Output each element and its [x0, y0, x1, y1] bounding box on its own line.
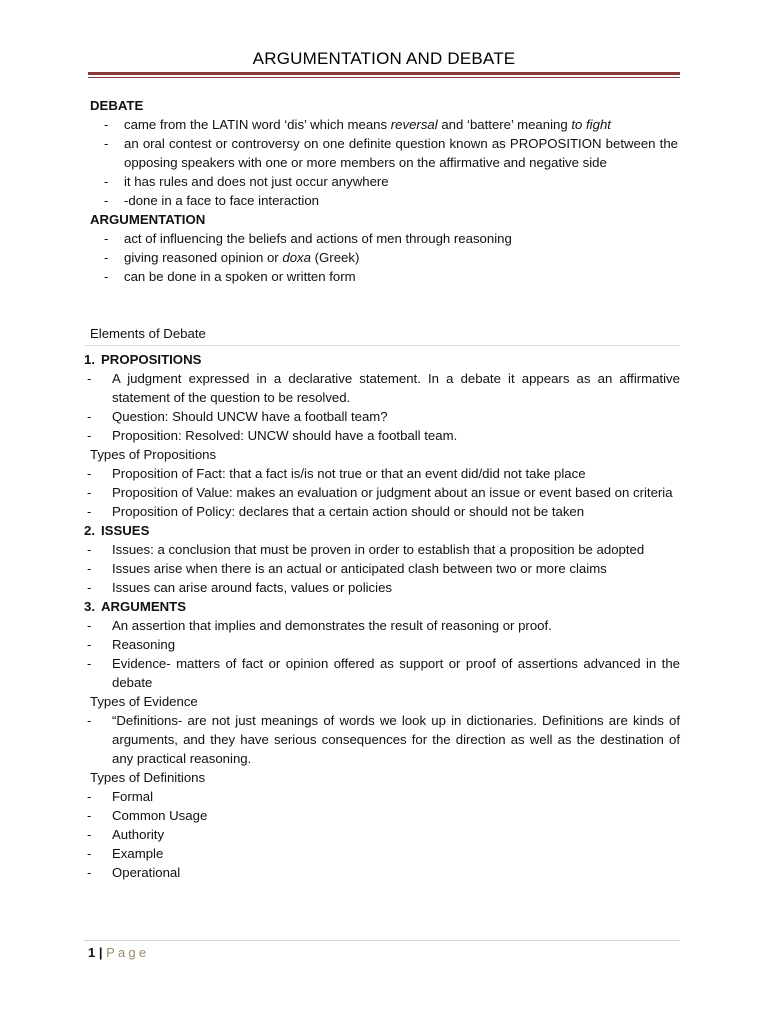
list-item: - Formal: [84, 787, 680, 806]
list-item: - Example: [84, 844, 680, 863]
list-item: - -done in a face to face interaction: [90, 191, 678, 210]
emphasis-text: to fight: [571, 117, 611, 132]
section-title: PROPOSITIONS: [101, 352, 202, 367]
list-item: - Operational: [84, 863, 680, 882]
list-item: - Proposition of Fact: that a fact is/is not true or that an event did/did not take place: [84, 464, 680, 483]
list-item: - An assertion that implies and demonstrates the result of reasoning or proof.: [84, 616, 680, 635]
elements-heading: Elements of Debate: [90, 326, 206, 341]
section-title: ARGUMENTS: [101, 599, 186, 614]
list-item: - it has rules and does not just occur anywhere: [90, 172, 678, 191]
emphasis-text: reversal: [390, 117, 438, 132]
list-item: - Question: Should UNCW have a football team?: [84, 407, 680, 426]
section-title: ISSUES: [101, 523, 150, 538]
elements-divider: [84, 345, 680, 346]
list-item: - can be done in a spoken or written form: [90, 267, 678, 286]
propositions-heading: [84, 350, 680, 369]
elements-section: [84, 324, 680, 882]
types-of-propositions-heading: Types of Propositions: [90, 447, 217, 462]
page-number: 1: [88, 945, 96, 960]
section-number: 1.: [84, 352, 95, 367]
types-of-definitions-list: [84, 787, 680, 882]
list-item: - “Definitions- are not just meanings of words we look up in dictionaries. Definitions are kinds of arguments, and they have serious consequences for the direction as well as the destination of any practical reasoning.: [84, 711, 680, 768]
definitions-section: [90, 96, 678, 286]
list-item: - act of influencing the beliefs and actions of men through reasoning: [90, 229, 678, 248]
list-item: - Issues arise when there is an actual or anticipated clash between two or more claims: [84, 559, 680, 578]
list-item: - Issues: a conclusion that must be proven in order to establish that a proposition be adopted: [84, 540, 680, 559]
list-item: [90, 248, 678, 267]
section-number: 3.: [84, 599, 95, 614]
list-item: - Evidence- matters of fact or opinion offered as support or proof of assertions advanced in the debate: [84, 654, 680, 692]
arguments-heading: [84, 597, 680, 616]
types-of-propositions-list: [84, 464, 680, 521]
argumentation-list: [90, 229, 678, 286]
types-of-evidence-list: [84, 711, 680, 768]
footer-divider: [84, 940, 680, 941]
list-item: - Proposition of Value: makes an evaluation or judgment about an issue or event based on criteria: [84, 483, 680, 502]
list-item: - Proposition of Policy: declares that a certain action should or should not be taken: [84, 502, 680, 521]
text-run: and ‘battere’ meaning: [437, 117, 572, 132]
section-number: 2.: [84, 523, 95, 538]
types-of-definitions-heading: Types of Definitions: [90, 770, 206, 785]
debate-heading: DEBATE: [90, 98, 144, 113]
text-run: giving reasoned opinion or: [124, 250, 283, 265]
title-rule-thick: [88, 72, 680, 75]
page-label: Page: [106, 945, 150, 960]
title-rule-thin: [88, 77, 680, 78]
list-item: - Common Usage: [84, 806, 680, 825]
issues-heading: [84, 521, 680, 540]
list-item: - an oral contest or controversy on one definite question known as PROPOSITION between the opposing speakers with one or more members on the affirmative and negative side: [90, 134, 678, 172]
issues-list: [84, 540, 680, 597]
argumentation-heading: ARGUMENTATION: [90, 212, 206, 227]
debate-list: [90, 115, 678, 210]
arguments-list: [84, 616, 680, 692]
text-run: (Greek): [310, 250, 360, 265]
emphasis-text: doxa: [282, 250, 311, 265]
list-item: - Proposition: Resolved: UNCW should have a football team.: [84, 426, 680, 445]
page-footer: [88, 943, 149, 962]
list-item: - Issues can arise around facts, values or policies: [84, 578, 680, 597]
text-run: came from the LATIN word ‘dis’ which means: [124, 117, 391, 132]
types-of-evidence-heading: Types of Evidence: [90, 694, 198, 709]
list-item: - Authority: [84, 825, 680, 844]
footer-separator: |: [98, 945, 103, 960]
document-title: ARGUMENTATION AND DEBATE: [252, 49, 516, 68]
list-item: - Reasoning: [84, 635, 680, 654]
propositions-list: [84, 369, 680, 445]
list-item: [90, 115, 678, 134]
list-item: - A judgment expressed in a declarative statement. In a debate it appears as an affirmative statement of the question to be resolved.: [84, 369, 680, 407]
